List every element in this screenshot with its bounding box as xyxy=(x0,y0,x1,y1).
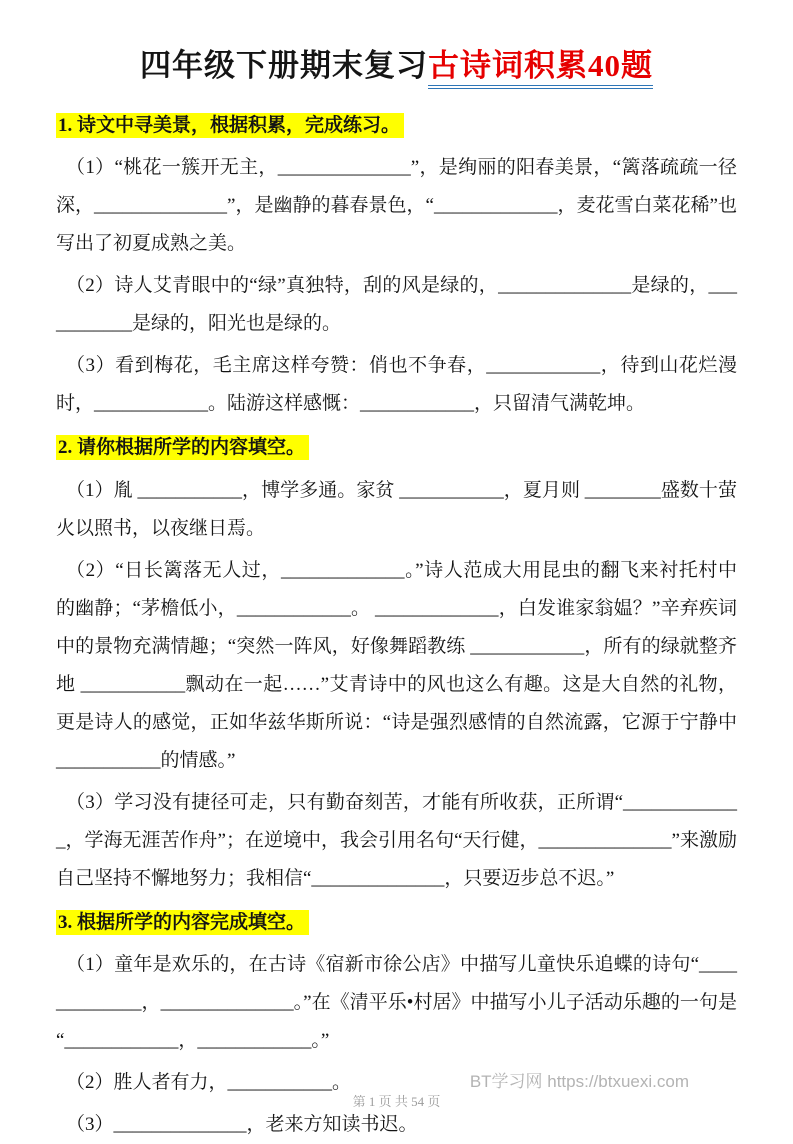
section-1-heading-text: 1. 诗文中寻美景，根据积累，完成练习。 xyxy=(56,113,404,138)
question-item: （3）学习没有捷径可走，只有勤奋刻苦，才能有所收获，正所谓“_____________，学海无涯苦作舟”；在逆境中，我会引用名句“天行健，______________”来激励自己坚持不懈地努力；我相信“______________，只要迈步总不迟。” xyxy=(56,791,737,889)
page-number: 第 1 页 共 54 页 xyxy=(352,1094,441,1109)
section-1 xyxy=(56,111,737,423)
question-item: （1）童年是欢乐的，在古诗《宿新市徐公店》中描写儿童快乐追蝶的诗句“_____________，______________。”在《清平乐•村居》中描写小儿子活动乐趣的一句是“____________，____________。” xyxy=(56,954,737,1052)
section-1-heading xyxy=(56,111,737,141)
question-item: （3）______________，老来方知读书迟。 xyxy=(66,1114,418,1136)
section-2-heading xyxy=(56,433,737,463)
question-item: （2）“日长篱落无人过，_____________。”诗人范成大用昆虫的翻飞来衬托村中的幽静；“茅檐低小，____________。 _____________，白发谁家翁媪？”辛弃疾词中的景物充满情趣；“突然一阵风，好像舞蹈教练 ____________，所有的绿就整齐地 ___________飘动在一起……”艾青诗中的风也这么有趣。这是大自然的礼物，更是诗人的感觉，正如华兹华斯所说：“诗是强烈感情的自然流露，它源于宁静中 ___________的情感。” xyxy=(56,559,737,771)
section-3-heading-text: 3. 根据所学的内容完成填空。 xyxy=(56,910,309,935)
section-2-heading-text: 2. 请你根据所学的内容填空。 xyxy=(56,435,309,460)
question-item: （1）“桃花一簇开无主，______________”，是绚丽的阳春美景，“篱落疏疏一径深，______________”，是幽静的暮春景色，“_____________，麦花雪白菜花稀”也写出了初夏成熟之美。 xyxy=(56,157,737,255)
question-item: （1）胤 ___________，博学多通。家贫 ___________，夏月则 ________盛数十萤火以照书，以夜继日焉。 xyxy=(56,479,737,539)
section-2 xyxy=(56,433,737,897)
page-title xyxy=(56,40,737,85)
page-title-black-part: 四年级下册期末复习 xyxy=(140,48,428,83)
page-title-red-part: 古诗词积累40题 xyxy=(428,48,653,89)
site-watermark: BT学习网 https://btxuexi.com xyxy=(469,1072,689,1091)
question-item: （2）诗人艾青眼中的“绿”真独特，刮的风是绿的，______________是绿的，___________是绿的，阳光也是绿的。 xyxy=(56,275,737,335)
question-item: （2）胜人者有力，___________。 xyxy=(66,1072,352,1094)
section-3-heading xyxy=(56,908,737,938)
question-item: （3）看到梅花，毛主席这样夸赞：俏也不争春，____________，待到山花烂漫时，____________。陆游这样感慨：____________，只留清气满乾坤。 xyxy=(56,355,737,415)
